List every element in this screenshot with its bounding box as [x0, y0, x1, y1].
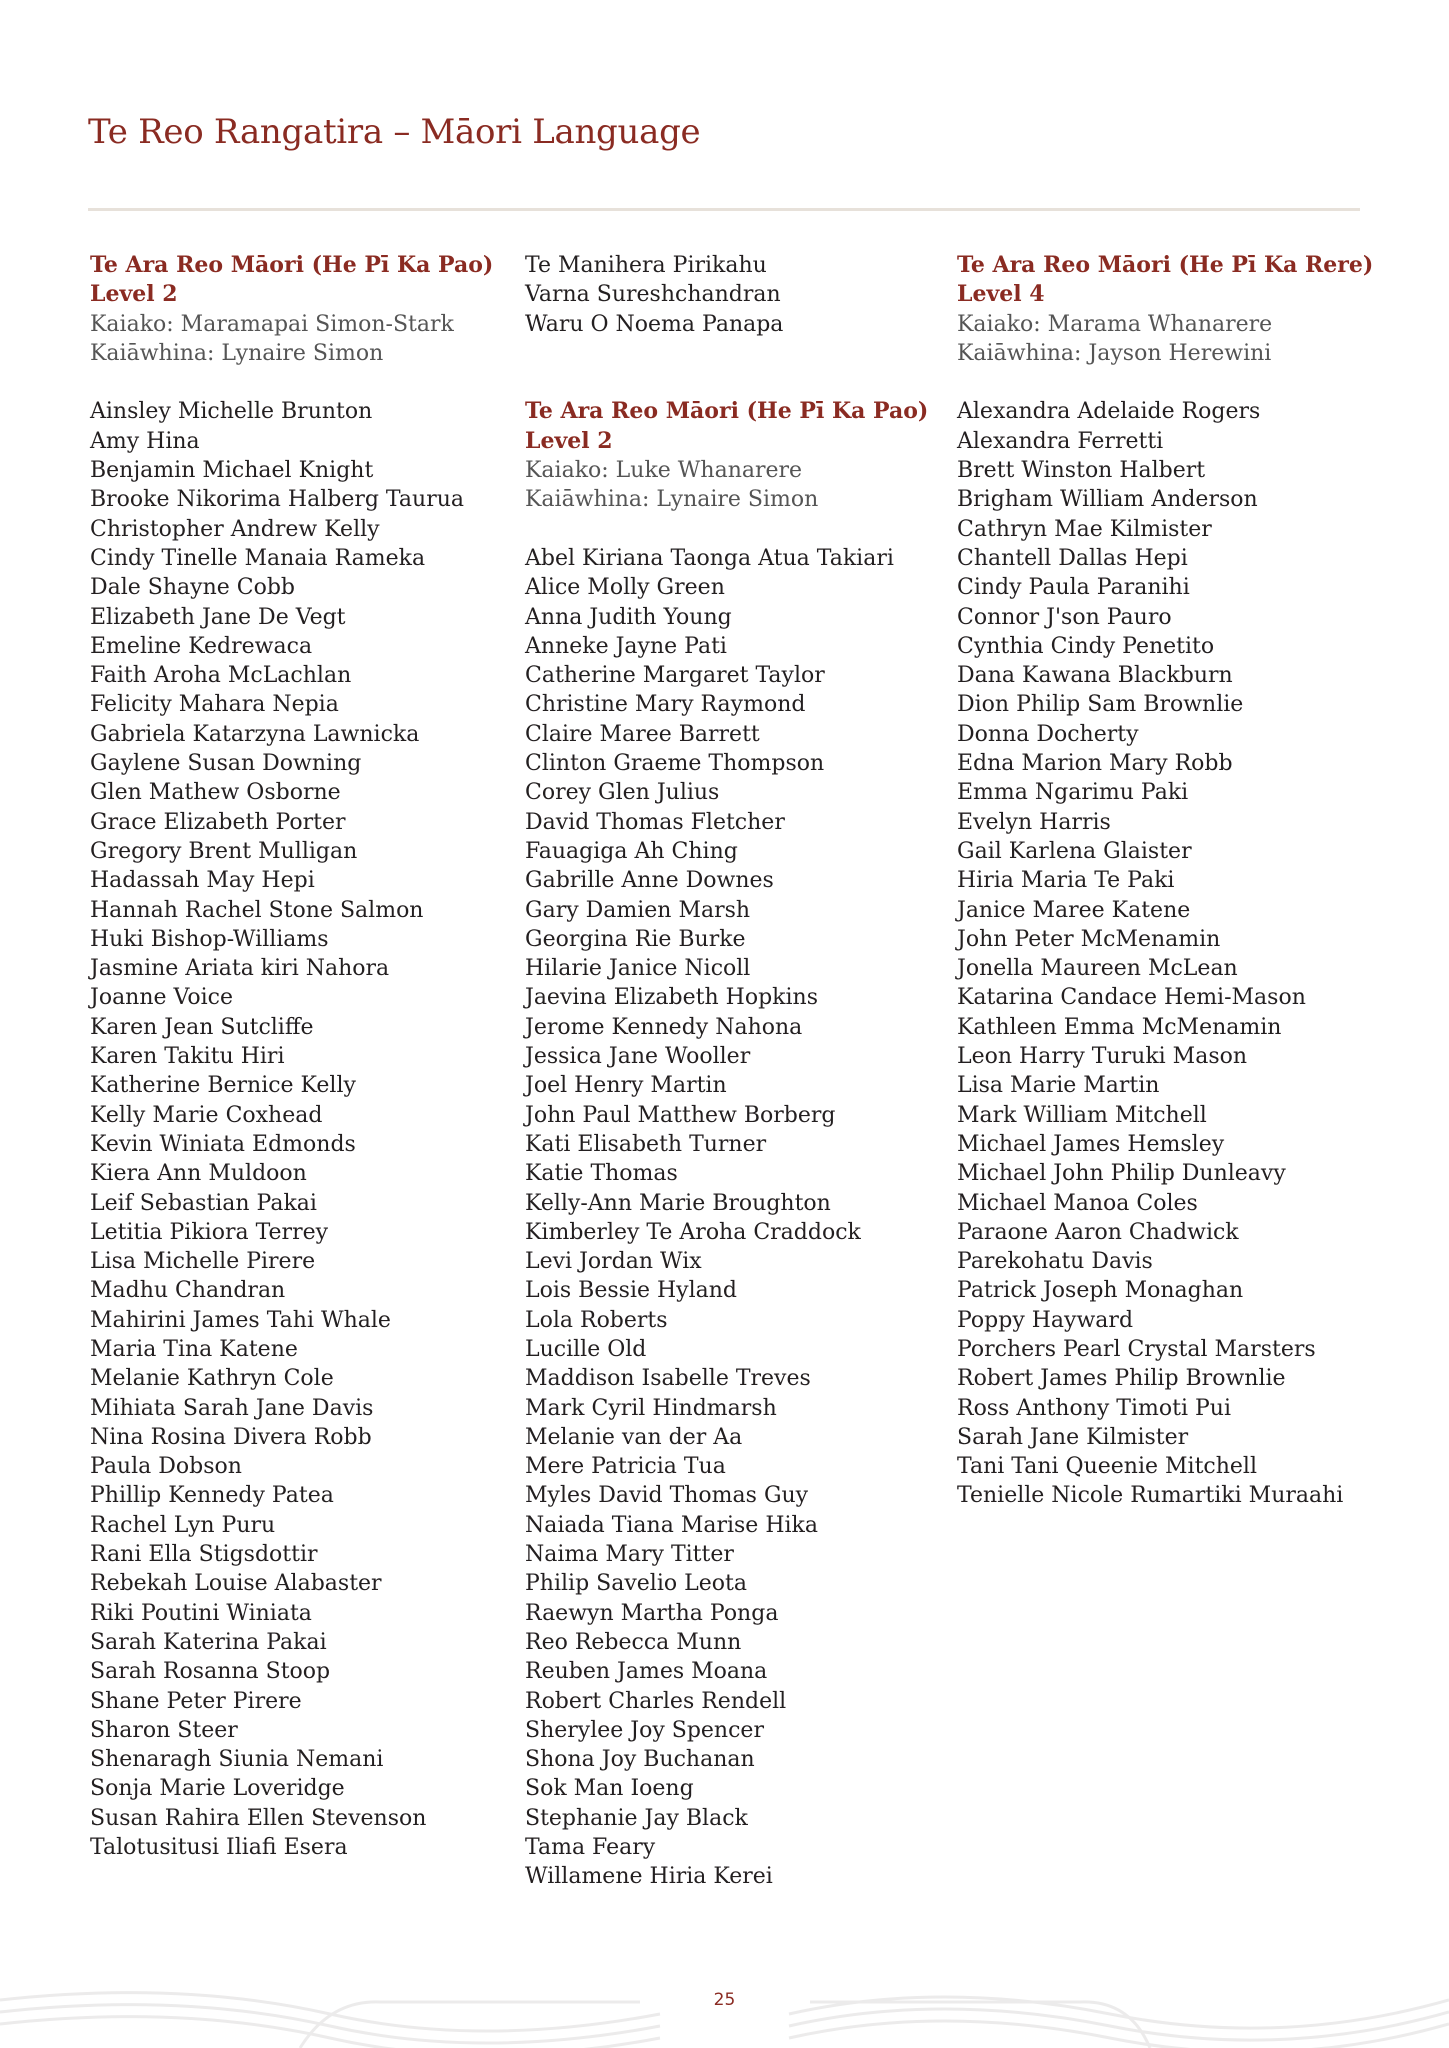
- member-name: Janice Maree Katene: [957, 897, 1191, 923]
- member-name: Michael John Philip Dunleavy: [957, 1161, 1286, 1187]
- member-name: Alexandra Ferretti: [957, 428, 1164, 454]
- member-name: Tenielle Nicole Rumartiki Muraahi: [957, 1483, 1344, 1509]
- kaiako: Kaiako: Marama Whanarere: [957, 311, 1273, 337]
- member-name: Raewyn Martha Ponga: [525, 1600, 779, 1626]
- member-name: Porchers Pearl Crystal Marsters: [957, 1336, 1316, 1362]
- page-title: Te Reo Rangatira – Māori Language: [88, 112, 701, 152]
- member-name: Paraone Aaron Chadwick: [957, 1219, 1239, 1245]
- member-name: Evelyn Harris: [957, 809, 1111, 835]
- member-name: Joanne Voice: [90, 985, 234, 1011]
- member-name: Georgina Rie Burke: [525, 926, 746, 952]
- member-name: Glen Mathew Osborne: [90, 780, 341, 806]
- kaiawhina: Kaiāwhina: Lynaire Simon: [525, 487, 819, 513]
- member-name: Tani Tani Queenie Mitchell: [957, 1454, 1258, 1480]
- member-name: Rebekah Louise Alabaster: [90, 1571, 382, 1597]
- member-name: Dale Shayne Cobb: [90, 575, 296, 601]
- member-name: Mark Cyril Hindmarsh: [525, 1395, 777, 1421]
- member-name: Varna Sureshchandran: [525, 282, 781, 308]
- member-name: Mere Patricia Tua: [525, 1454, 726, 1480]
- member-name: Kelly Marie Coxhead: [90, 1102, 323, 1128]
- column-3: [957, 251, 1373, 1511]
- member-name: Jonella Maureen McLean: [957, 956, 1238, 982]
- section-heading: Te Ara Reo Māori (He Pī Ka Rere): [957, 252, 1374, 278]
- member-name: Jasmine Ariata kiri Nahora: [90, 956, 390, 982]
- member-name: Parekohatu Davis: [957, 1249, 1153, 1275]
- member-name: Lucille Old: [525, 1336, 647, 1362]
- member-name: Chantell Dallas Hepi: [957, 545, 1188, 571]
- member-name: Lisa Marie Martin: [957, 1073, 1160, 1099]
- member-name: Gail Karlena Glaister: [957, 838, 1192, 864]
- name-list: [90, 397, 493, 1862]
- member-name: Alexandra Adelaide Rogers: [957, 399, 1261, 425]
- member-name: Robert Charles Rendell: [525, 1688, 787, 1714]
- member-name: Philip Savelio Leota: [525, 1571, 747, 1597]
- column-1: [90, 251, 493, 1862]
- member-name: Cathryn Mae Kilmister: [957, 516, 1212, 542]
- member-name: Poppy Hayward: [957, 1307, 1134, 1333]
- member-name: Myles David Thomas Guy: [525, 1483, 809, 1509]
- member-name: Melanie van der Aa: [525, 1424, 743, 1450]
- kaiawhina: Kaiāwhina: Lynaire Simon: [90, 340, 384, 366]
- member-name: Jessica Jane Wooller: [525, 1044, 751, 1070]
- member-name: Kimberley Te Aroha Craddock: [525, 1219, 861, 1245]
- member-name: Rani Ella Stigsdottir: [90, 1542, 318, 1568]
- member-name: Hilarie Janice Nicoll: [525, 956, 751, 982]
- member-name: Leif Sebastian Pakai: [90, 1190, 317, 1216]
- member-name: Dion Philip Sam Brownlie: [957, 692, 1244, 718]
- member-name: Talotusitusi Iliafi Esera: [90, 1835, 348, 1861]
- member-name: Jerome Kennedy Nahona: [525, 1014, 803, 1040]
- member-name: Sherylee Joy Spencer: [525, 1717, 764, 1743]
- member-name: Grace Elizabeth Porter: [90, 809, 346, 835]
- member-name: Maddison Isabelle Treves: [525, 1366, 811, 1392]
- member-name: Shane Peter Pirere: [90, 1688, 302, 1714]
- kaiawhina: Kaiāwhina: Jayson Herewini: [957, 340, 1272, 366]
- member-name: Katarina Candace Hemi-Mason: [957, 985, 1306, 1011]
- member-name: Melanie Kathryn Cole: [90, 1366, 334, 1392]
- member-name: Catherine Margaret Taylor: [525, 663, 825, 689]
- name-list: [525, 544, 928, 1892]
- member-name: Madhu Chandran: [90, 1278, 286, 1304]
- member-name: Jaevina Elizabeth Hopkins: [525, 985, 818, 1011]
- member-name: Gabrille Anne Downes: [525, 868, 774, 894]
- member-name: Corey Glen Julius: [525, 780, 720, 806]
- member-name: Brett Winston Halbert: [957, 458, 1206, 484]
- member-name: Letitia Pikiora Terrey: [90, 1219, 329, 1245]
- member-name: Hadassah May Hepi: [90, 868, 315, 894]
- member-name: Kati Elisabeth Turner: [525, 1131, 767, 1157]
- member-name: Mark William Mitchell: [957, 1102, 1207, 1128]
- kaiako: Kaiako: Maramapai Simon-Stark: [90, 311, 454, 337]
- section-level: Level 4: [957, 281, 1045, 308]
- section-level: Level 2: [525, 427, 613, 454]
- member-name: Edna Marion Mary Robb: [957, 751, 1233, 777]
- member-name: Phillip Kennedy Patea: [90, 1483, 334, 1509]
- member-name: Mahirini James Tahi Whale: [90, 1307, 391, 1333]
- member-name: Willamene Hiria Kerei: [525, 1864, 773, 1890]
- member-name: Reo Rebecca Munn: [525, 1629, 742, 1655]
- kaiako: Kaiako: Luke Whanarere: [525, 458, 803, 484]
- member-name: Ainsley Michelle Brunton: [90, 399, 373, 425]
- member-name: Emma Ngarimu Paki: [957, 780, 1189, 806]
- member-name: Joel Henry Martin: [525, 1073, 727, 1099]
- member-name: Abel Kiriana Taonga Atua Takiari: [525, 545, 894, 571]
- member-name: Sok Man Ioeng: [525, 1776, 694, 1802]
- member-name: Felicity Mahara Nepia: [90, 692, 339, 718]
- member-name: Brooke Nikorima Halberg Taurua: [90, 487, 464, 513]
- member-name: Donna Docherty: [957, 721, 1139, 747]
- member-name: Gregory Brent Mulligan: [90, 838, 358, 864]
- member-name: Stephanie Jay Black: [525, 1805, 748, 1831]
- member-name: Robert James Philip Brownlie: [957, 1366, 1286, 1392]
- member-name: Fauagiga Ah Ching: [525, 838, 738, 864]
- member-name: Michael James Hemsley: [957, 1131, 1225, 1157]
- member-name: Levi Jordan Wix: [525, 1249, 702, 1275]
- member-name: Karen Takitu Hiri: [90, 1044, 285, 1070]
- member-name: Gary Damien Marsh: [525, 897, 751, 923]
- member-name: Waru O Noema Panapa: [525, 311, 784, 337]
- section-level: Level 2: [90, 281, 178, 308]
- member-name: Dana Kawana Blackburn: [957, 663, 1233, 689]
- title-divider: [88, 208, 1360, 211]
- member-name: Te Manihera Pirikahu: [525, 253, 767, 278]
- member-name: Maria Tina Katene: [90, 1336, 298, 1362]
- section-heading: Te Ara Reo Māori (He Pī Ka Pao): [90, 252, 494, 278]
- member-name: Lois Bessie Hyland: [525, 1278, 738, 1304]
- member-name: Alice Molly Green: [525, 575, 725, 601]
- member-name: Gaylene Susan Downing: [90, 751, 362, 777]
- column-2: [525, 251, 928, 1892]
- member-name: Cindy Paula Paranihi: [957, 575, 1190, 601]
- member-name: Anneke Jayne Pati: [525, 633, 727, 659]
- member-name: Cindy Tinelle Manaia Rameka: [90, 545, 426, 571]
- member-name: Tama Feary: [525, 1835, 656, 1861]
- member-name: Kelly-Ann Marie Broughton: [525, 1190, 831, 1216]
- page-number: 25: [713, 1990, 736, 2010]
- member-name: Hannah Rachel Stone Salmon: [90, 897, 424, 923]
- member-name: Clinton Graeme Thompson: [525, 751, 825, 777]
- member-name: Kiera Ann Muldoon: [90, 1161, 307, 1187]
- member-name: Sonja Marie Loveridge: [90, 1776, 345, 1802]
- member-name: Karen Jean Sutcliffe: [90, 1014, 314, 1040]
- continued-name-list: [525, 251, 928, 339]
- member-name: Susan Rahira Ellen Stevenson: [90, 1805, 427, 1831]
- member-name: Naiada Tiana Marise Hika: [525, 1512, 818, 1538]
- member-name: Christopher Andrew Kelly: [90, 516, 380, 542]
- member-name: Shenaragh Siunia Nemani: [90, 1747, 384, 1773]
- member-name: Kevin Winiata Edmonds: [90, 1131, 356, 1157]
- member-name: Naima Mary Titter: [525, 1542, 734, 1568]
- member-name: Cynthia Cindy Penetito: [957, 633, 1215, 659]
- member-name: Amy Hina: [90, 428, 200, 454]
- member-name: Benjamin Michael Knight: [90, 458, 374, 484]
- member-name: Katherine Bernice Kelly: [90, 1073, 356, 1099]
- member-name: Riki Poutini Winiata: [90, 1600, 312, 1626]
- member-name: Sarah Jane Kilmister: [957, 1424, 1189, 1450]
- member-name: Elizabeth Jane De Vegt: [90, 604, 346, 630]
- member-name: Emeline Kedrewaca: [90, 633, 313, 659]
- member-name: Gabriela Katarzyna Lawnicka: [90, 721, 420, 747]
- member-name: Anna Judith Young: [525, 604, 732, 630]
- member-name: Sarah Katerina Pakai: [90, 1629, 327, 1655]
- member-name: Christine Mary Raymond: [525, 692, 806, 718]
- member-name: Connor J'son Pauro: [957, 604, 1172, 630]
- section-heading: Te Ara Reo Māori (He Pī Ka Pao): [525, 398, 929, 425]
- member-name: David Thomas Fletcher: [525, 809, 785, 835]
- member-name: Reuben James Moana: [525, 1659, 768, 1685]
- member-name: Lisa Michelle Pirere: [90, 1249, 316, 1275]
- member-name: Brigham William Anderson: [957, 487, 1258, 513]
- member-name: Ross Anthony Timoti Pui: [957, 1395, 1231, 1421]
- member-name: Nina Rosina Divera Robb: [90, 1424, 372, 1450]
- member-name: Shona Joy Buchanan: [525, 1747, 755, 1773]
- member-name: Faith Aroha McLachlan: [90, 663, 352, 689]
- member-name: John Paul Matthew Borberg: [525, 1102, 836, 1128]
- member-name: Paula Dobson: [90, 1454, 242, 1480]
- member-name: Claire Maree Barrett: [525, 721, 760, 747]
- member-name: Katie Thomas: [525, 1161, 678, 1187]
- member-name: Sharon Steer: [90, 1717, 238, 1743]
- member-name: Leon Harry Turuki Mason: [957, 1044, 1248, 1070]
- member-name: Lola Roberts: [525, 1307, 668, 1333]
- member-name: Sarah Rosanna Stoop: [90, 1659, 331, 1685]
- member-name: Rachel Lyn Puru: [90, 1512, 276, 1538]
- member-name: Kathleen Emma McMenamin: [957, 1014, 1282, 1040]
- name-list: [957, 397, 1373, 1510]
- member-name: John Peter McMenamin: [957, 926, 1221, 952]
- member-name: Huki Bishop-Williams: [90, 926, 329, 952]
- member-name: Patrick Joseph Monaghan: [957, 1278, 1244, 1304]
- member-name: Hiria Maria Te Paki: [957, 868, 1175, 894]
- member-name: Mihiata Sarah Jane Davis: [90, 1395, 374, 1421]
- member-name: Michael Manoa Coles: [957, 1190, 1198, 1216]
